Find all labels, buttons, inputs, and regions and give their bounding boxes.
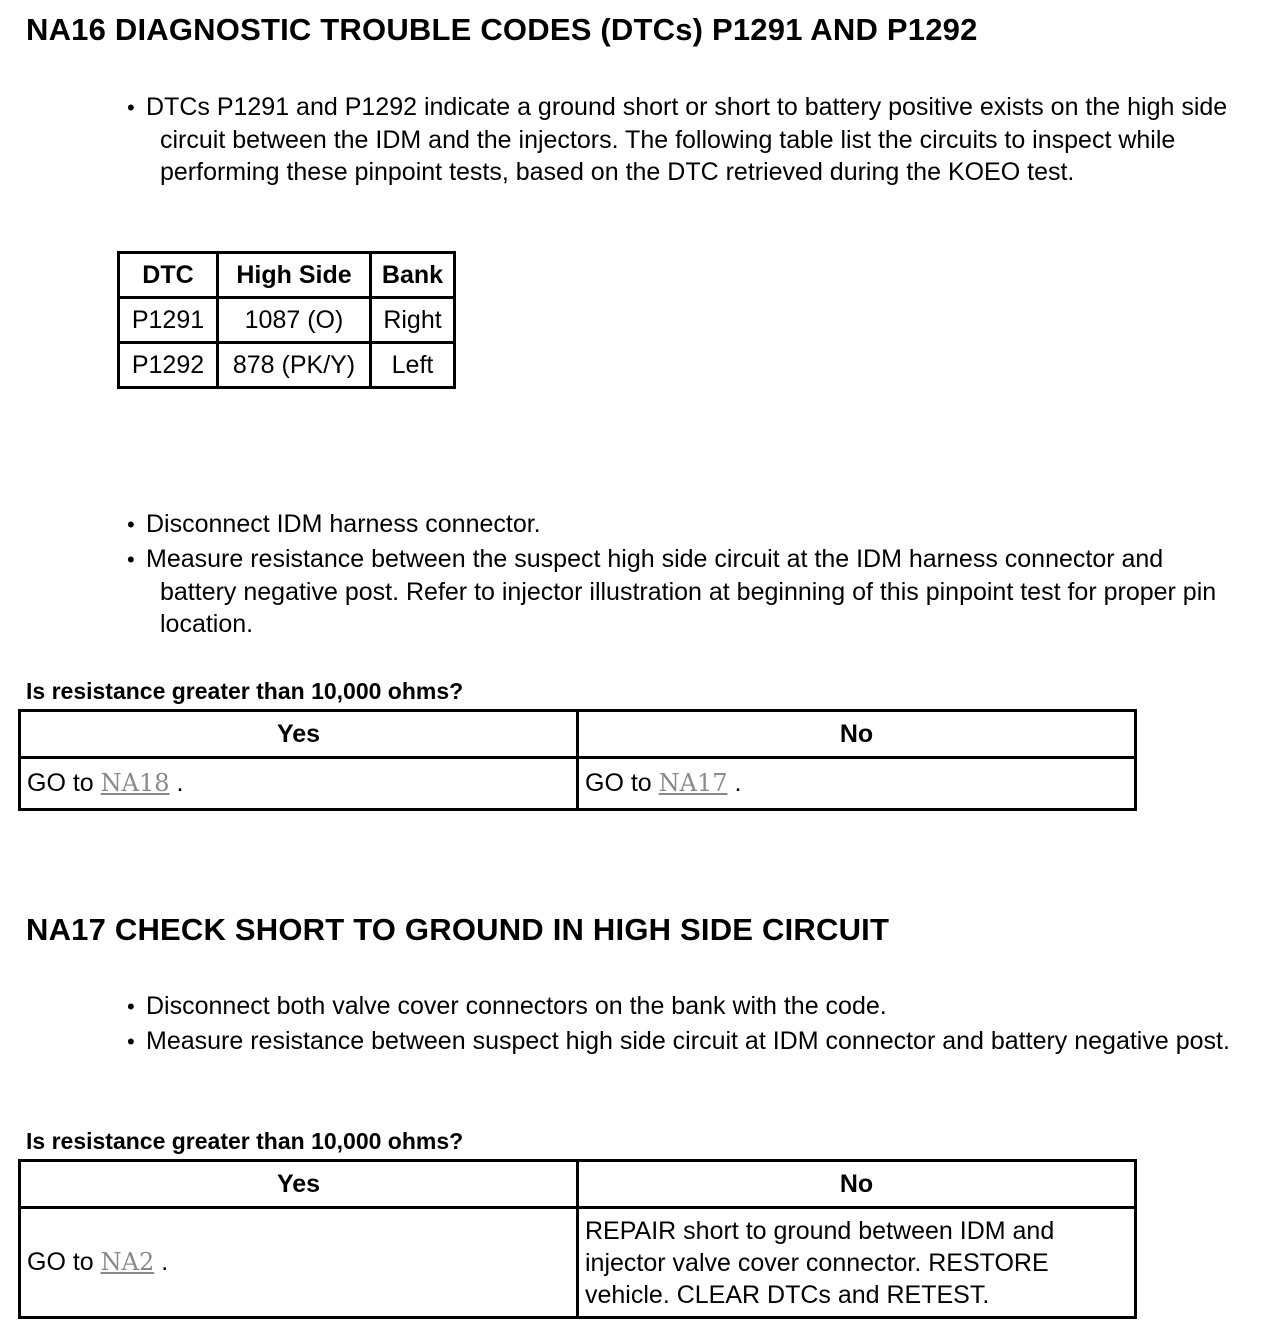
na2-link[interactable]: NA2 bbox=[100, 1248, 155, 1276]
no-header: No bbox=[578, 1161, 1136, 1208]
na16-step-bullet: • Disconnect IDM harness connector. bbox=[108, 508, 1238, 541]
na16-intro-list bbox=[108, 91, 1238, 190]
na17-steps-list bbox=[108, 990, 1238, 1060]
go-to-text: GO to bbox=[27, 1248, 94, 1276]
na16-steps-list bbox=[108, 508, 1238, 642]
no-action-cell: REPAIR short to ground between IDM and injector valve cover connector. RESTORE vehicle. CLEAR DTCs and RETEST. bbox=[578, 1208, 1136, 1318]
na17-step-bullet: • Disconnect both valve cover connectors on the bank with the code. bbox=[108, 990, 1238, 1023]
go-to-text: GO to bbox=[585, 769, 652, 797]
bank-column-header: Bank bbox=[371, 253, 455, 298]
table-row bbox=[119, 343, 455, 388]
na17-question: Is resistance greater than 10,000 ohms? bbox=[26, 1128, 464, 1154]
na17-heading: NA17 CHECK SHORT TO GROUND IN HIGH SIDE CIRCUIT bbox=[26, 912, 890, 947]
yes-header: Yes bbox=[20, 1161, 578, 1208]
dtc-circuit-table bbox=[117, 251, 456, 389]
na16-decision-table bbox=[18, 709, 1137, 811]
yes-header: Yes bbox=[20, 711, 578, 758]
yes-action-cell bbox=[20, 758, 578, 810]
na16-heading: NA16 DIAGNOSTIC TROUBLE CODES (DTCs) P1291 AND P1292 bbox=[26, 12, 978, 47]
high-side-cell: 1087 (O) bbox=[218, 298, 371, 343]
na16-question: Is resistance greater than 10,000 ohms? bbox=[26, 678, 464, 704]
dtc-cell: P1291 bbox=[119, 298, 218, 343]
dtc-cell: P1292 bbox=[119, 343, 218, 388]
na17-step-bullet: • Measure resistance between suspect high side circuit at IDM connector and battery negative post. bbox=[108, 1025, 1238, 1058]
na17-decision-table bbox=[18, 1159, 1137, 1319]
table-row bbox=[119, 298, 455, 343]
na16-intro-bullet: • DTCs P1291 and P1292 indicate a ground short or short to battery positive exists on the high side circuit between the IDM and the injectors. The following table list the circuits to inspect while performing these pinpoint tests, based on the DTC retrieved during the KOEO test. bbox=[108, 91, 1238, 188]
high-side-cell: 878 (PK/Y) bbox=[218, 343, 371, 388]
bank-cell: Left bbox=[371, 343, 455, 388]
na18-link[interactable]: NA18 bbox=[100, 769, 170, 797]
na16-step-bullet: • Measure resistance between the suspect high side circuit at the IDM harness connector and battery negative post. Refer to injector illustration at beginning of this pinpoint test for proper pin location. bbox=[108, 543, 1238, 640]
go-to-text: GO to bbox=[27, 769, 94, 797]
dtc-column-header: DTC bbox=[119, 253, 218, 298]
period-text: . bbox=[734, 769, 742, 797]
bank-cell: Right bbox=[371, 298, 455, 343]
no-action-cell bbox=[578, 758, 1136, 810]
period-text: . bbox=[161, 1248, 169, 1276]
na17-link[interactable]: NA17 bbox=[658, 769, 728, 797]
high-side-column-header: High Side bbox=[218, 253, 371, 298]
yes-action-cell bbox=[20, 1208, 578, 1318]
no-header: No bbox=[578, 711, 1136, 758]
period-text: . bbox=[176, 769, 184, 797]
